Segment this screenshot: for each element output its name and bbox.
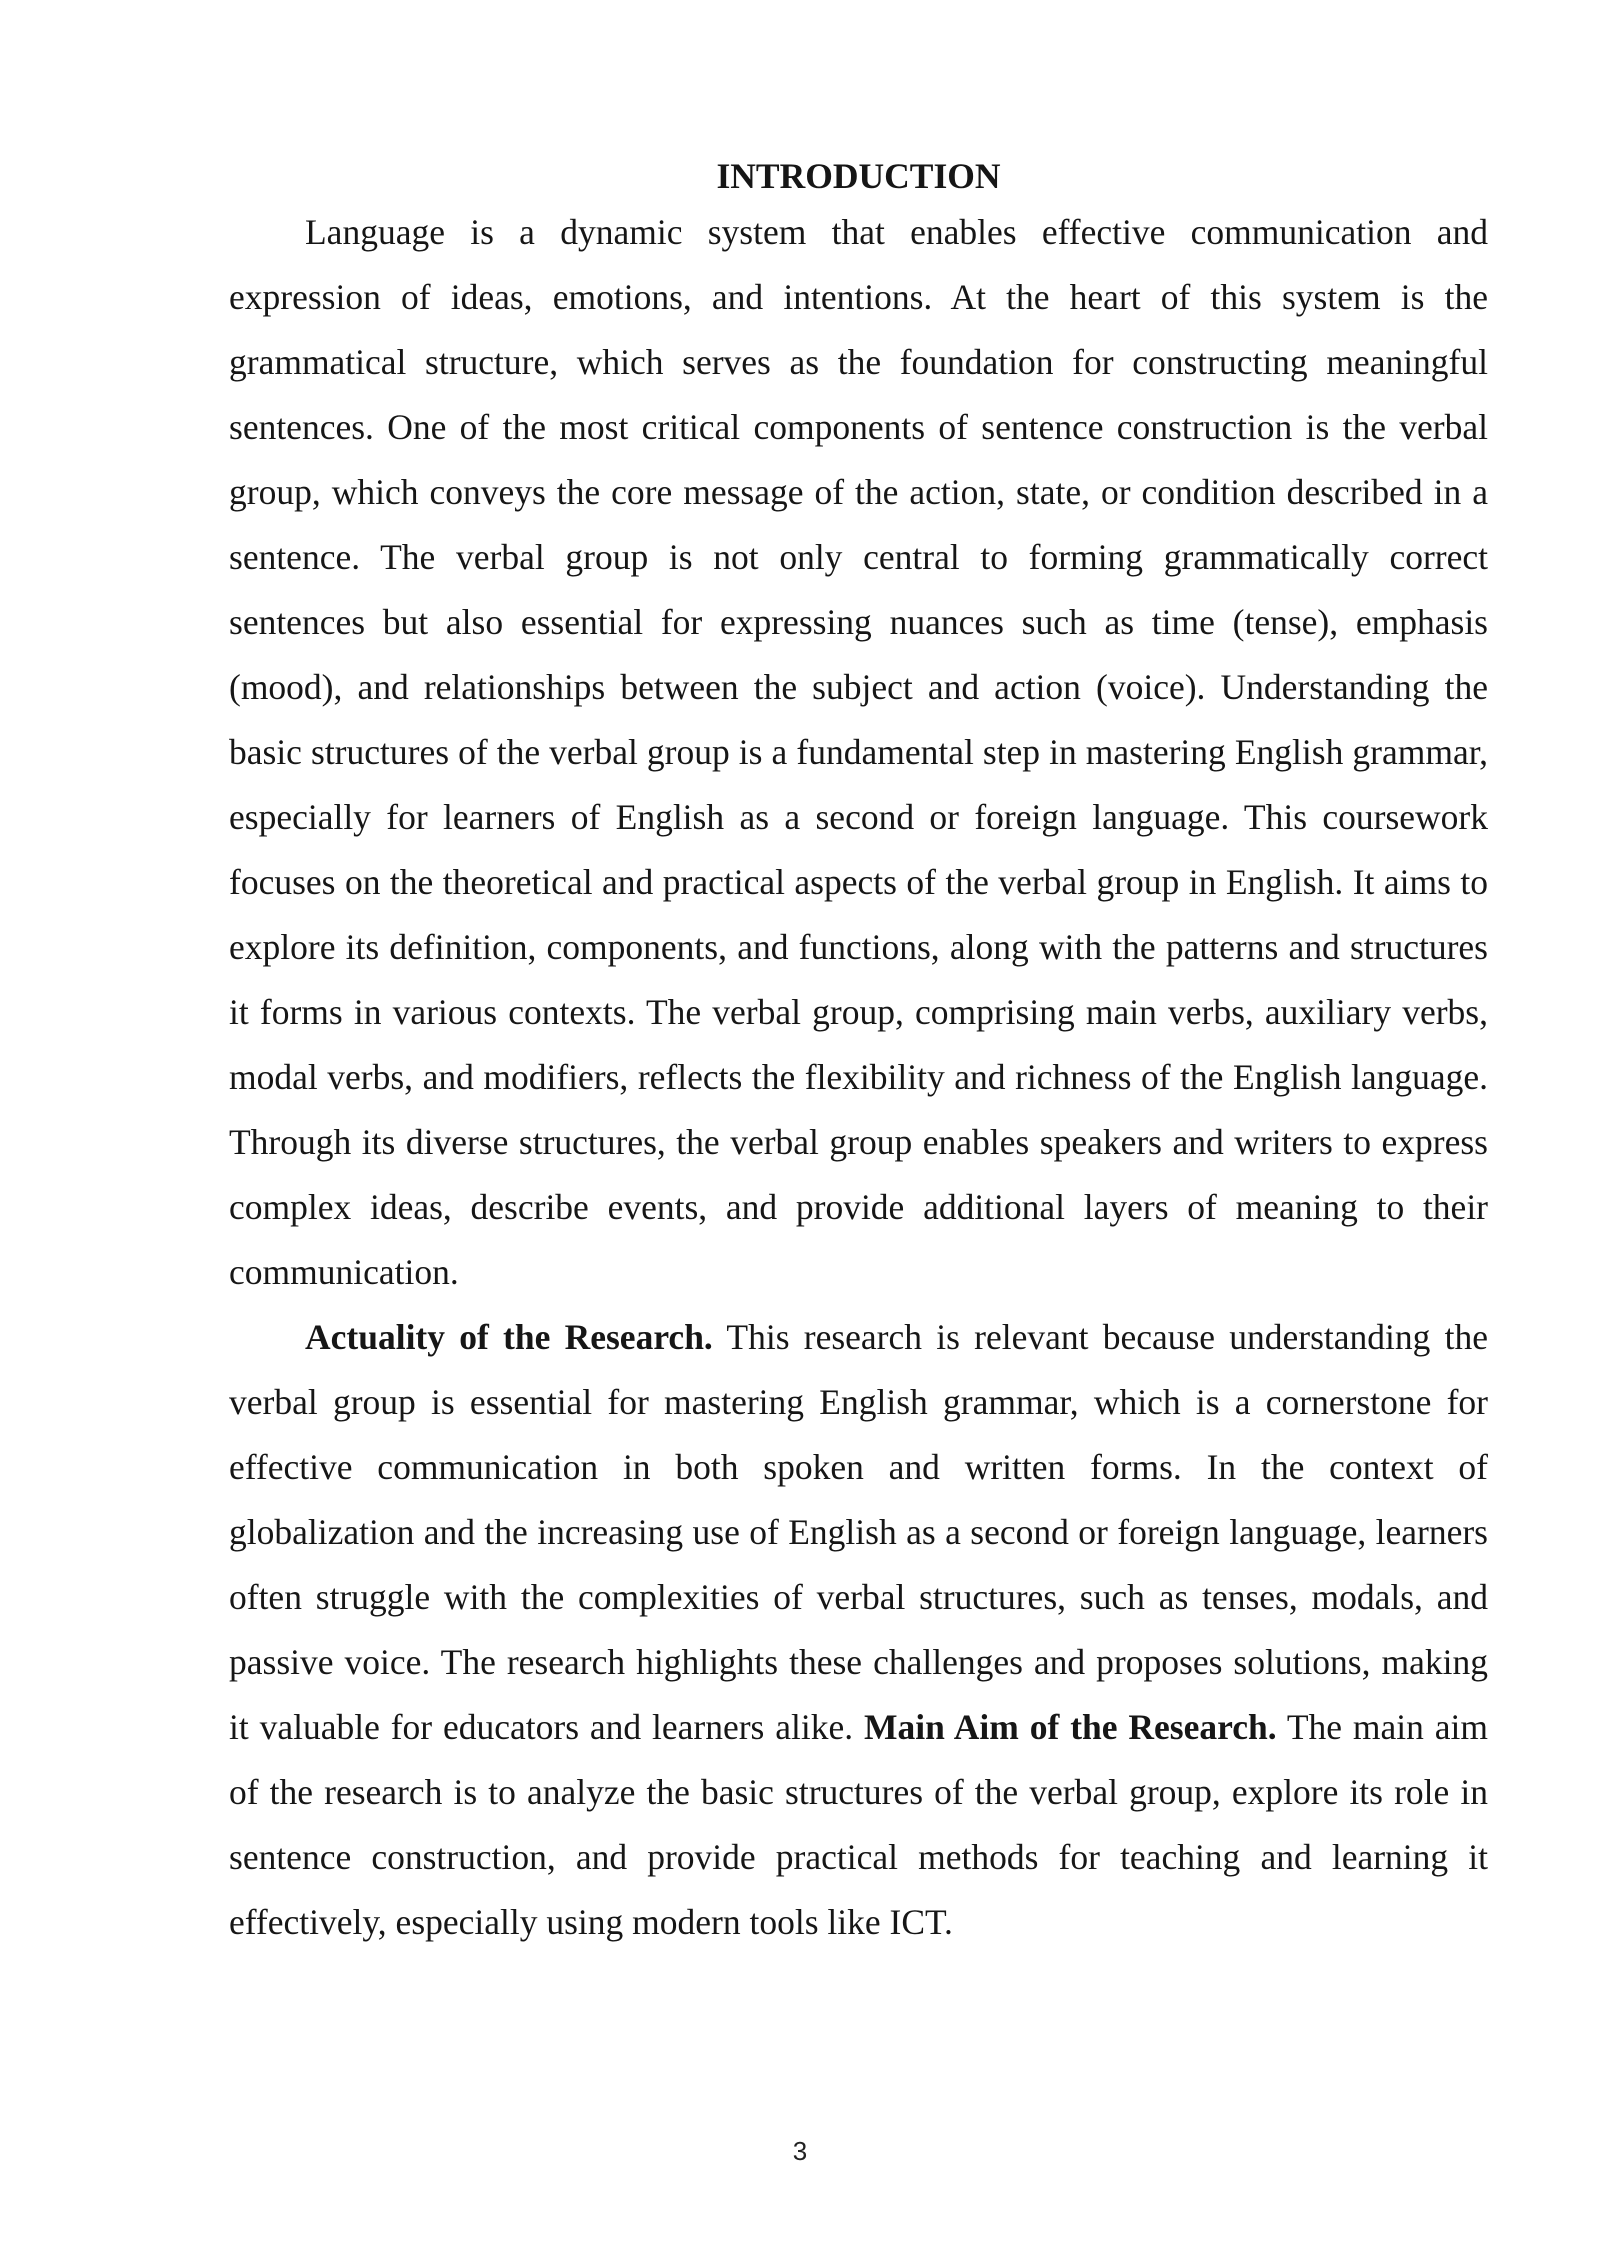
page-number: 3 xyxy=(792,2136,808,2166)
page-content xyxy=(229,152,1488,1955)
main-aim-text: The main aim of the research is to analyze the basic structures of the verbal group, explore its role in sentence construction, and provide practical methods for teaching and learning it effectively, especially using modern tools like ICT. xyxy=(229,1707,1489,1942)
main-aim-label: Main Aim of the Research. xyxy=(864,1707,1277,1747)
actuality-text: This research is relevant because understanding the verbal group is essential for mastering English grammar, which is a cornerstone for effective communication in both spoken and written forms. In the context of globalization and the increasing use of English as a second or foreign language, learners often struggle with the complexities of verbal structures, such as tenses, modals, and passive voice. The research highlights these challenges and proposes solutions, making it valuable for educators and learners alike. xyxy=(229,1317,1488,1747)
intro-paragraph: Language is a dynamic system that enables effective communication and expression of ideas, emotions, and intentions. At the heart of this system is the grammatical structure, which serves as the foundation for constructing meaningful sentences. One of the most critical components of sentence construction is the verbal group, which conveys the core message of the action, state, or condition described in a sentence. The verbal group is not only central to forming grammatically correct sentences but also essential for expressing nuances such as time (tense), emphasis (mood), and relationships between the subject and action (voice). Understanding the basic structures of the verbal group is a fundamental step in mastering English grammar, especially for learners of English as a second or foreign language. This coursework focuses on the theoretical and practical aspects of the verbal group in English. It aims to explore its definition, components, and functions, along with the patterns and structures it forms in various contexts. The verbal group, comprising main verbs, auxiliary verbs, modal verbs, and modifiers, reflects the flexibility and richness of the English language. Through its diverse structures, the verbal group enables speakers and writers to express complex ideas, describe events, and provide additional layers of meaning to their communication. xyxy=(229,212,1488,1292)
section-heading: INTRODUCTION xyxy=(716,156,1001,196)
actuality-label: Actuality of the Research. xyxy=(305,1317,713,1357)
actuality-paragraph xyxy=(229,1305,1488,1955)
